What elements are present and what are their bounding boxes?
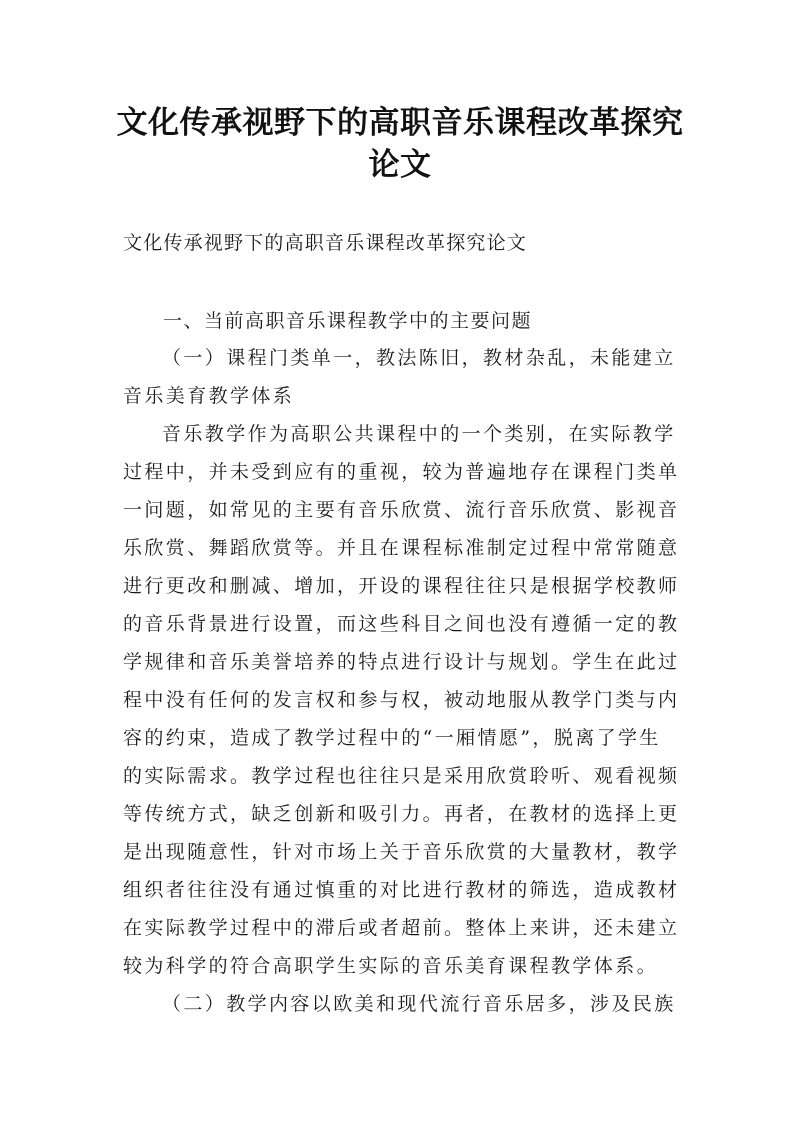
document-title-line-2: 论文 xyxy=(368,147,432,183)
document-subtitle: 文化传承视野下的高职音乐课程改革探究论文 xyxy=(123,232,528,254)
paragraph-line: 在实际教学过程中的滞后或者超前。整体上来讲，还未建立 xyxy=(123,917,680,939)
paragraph-line: 组织者往往没有通过慎重的对比进行教材的筛选，造成教材 xyxy=(123,879,680,901)
paragraph-line: 音乐教学作为高职公共课程中的一个类别，在实际教学 xyxy=(162,423,676,445)
paragraph-line: 程中没有任何的发言权和参与权，被动地服从教学门类与内 xyxy=(123,689,680,711)
subsection-heading: （二）教学内容以欧美和现代流行音乐居多，涉及民族 xyxy=(162,993,676,1015)
paragraph-line: 一问题，如常见的主要有音乐欣赏、流行音乐欣赏、影视音 xyxy=(123,499,680,521)
paragraph-line: 过程中，并未受到应有的重视，较为普遍地存在课程门类单 xyxy=(123,461,680,483)
paragraph-line: 进行更改和删减、增加，开设的课程往往只是根据学校教师 xyxy=(123,575,680,597)
paragraph-line: 较为科学的符合高职学生实际的音乐美育课程教学体系。 xyxy=(123,955,659,977)
subsection-heading-cont: 音乐美育教学体系 xyxy=(123,385,295,407)
paragraph-line: 乐欣赏、舞蹈欣赏等。并且在课程标准制定过程中常常随意 xyxy=(123,537,680,559)
document-title-line-1: 文化传承视野下的高职音乐课程改革探究 xyxy=(116,105,684,141)
paragraph-line: 是出现随意性，针对市场上关于音乐欣赏的大量教材，教学 xyxy=(123,841,680,863)
paragraph-line: 容的约束，造成了教学过程中的“一厢情愿”，脱离了学生 xyxy=(123,727,661,749)
subsection-heading: （一）课程门类单一，教法陈旧，教材杂乱，未能建立 xyxy=(162,347,676,369)
paragraph-line: 的音乐背景进行设置，而这些科目之间也没有遵循一定的教 xyxy=(123,613,680,635)
paragraph-line: 的实际需求。教学过程也往往只是采用欣赏聆听、观看视频 xyxy=(123,765,680,787)
paragraph-line: 学规律和音乐美誉培养的特点进行设计与规划。学生在此过 xyxy=(123,651,680,673)
section-heading: 一、当前高职音乐课程教学中的主要问题 xyxy=(163,310,533,332)
paragraph-line: 等传统方式，缺乏创新和吸引力。再者，在教材的选择上更 xyxy=(123,803,680,825)
